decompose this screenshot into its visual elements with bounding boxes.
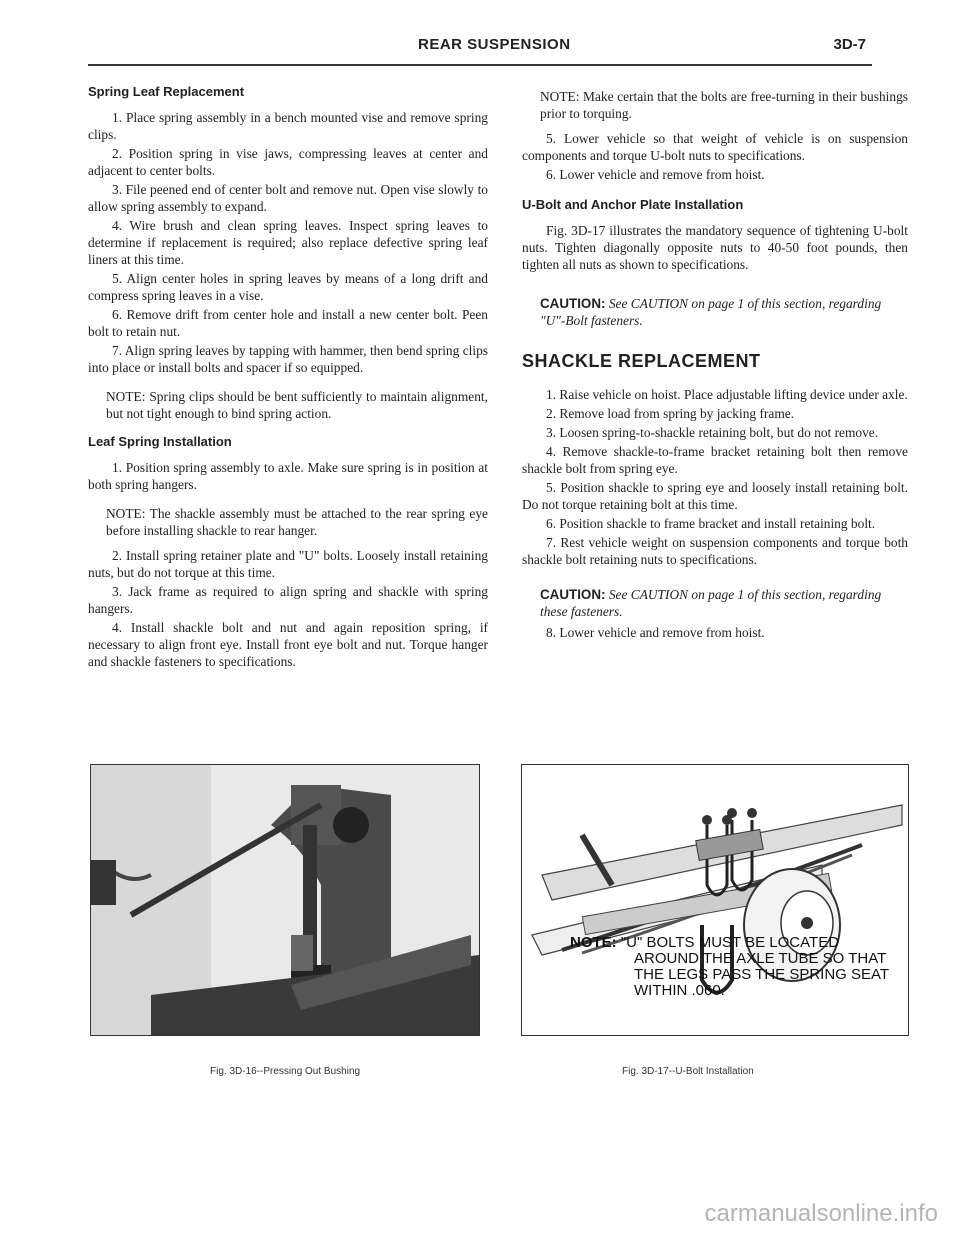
figure-caption: Fig. 3D-17--U-Bolt Installation bbox=[622, 1066, 754, 1077]
press-illustration bbox=[91, 765, 479, 1035]
note-line: AROUND THE AXLE TUBE SO THAT bbox=[634, 950, 887, 967]
figure-caption: Fig. 3D-16--Pressing Out Bushing bbox=[210, 1066, 361, 1077]
spring-clip-note: NOTE: Spring clips should be bent sufficiently to maintain alignment, but not tight enough to bind spring action. bbox=[106, 389, 488, 421]
leaf-install-heading: Leaf Spring Installation bbox=[88, 434, 232, 449]
spring-leaf-step: 3. File peened end of center bolt and remove nut. Open vise slowly to allow spring assembly to expand. bbox=[88, 182, 488, 214]
leaf-install-step: 2. Install spring retainer plate and "U" bolts. Loosely install retaining nuts, but do not torque at this time. bbox=[88, 548, 488, 580]
caution-label: CAUTION: bbox=[540, 587, 606, 602]
lower-step: 5. Lower vehicle so that weight of vehicle is on suspension components and torque U-bolt nuts to specifications. bbox=[522, 131, 908, 163]
shackle-step: 3. Loosen spring-to-shackle retaining bolt, but do not remove. bbox=[546, 425, 879, 440]
caution-text: See CAUTION on page 1 of this section, regarding "U"-Bolt fasteners. bbox=[540, 296, 882, 328]
note-line: "U" BOLTS MUST BE LOCATED bbox=[620, 934, 840, 951]
note-line: THE LEGS PASS THE SPRING SEAT bbox=[634, 966, 890, 983]
figure-ubolt-installation bbox=[521, 764, 909, 1036]
shackle-step: 6. Position shackle to frame bracket and install retaining bolt. bbox=[546, 516, 876, 531]
caution-label: CAUTION: bbox=[540, 296, 606, 311]
shackle-caution bbox=[540, 586, 908, 620]
page-header bbox=[88, 34, 872, 64]
shackle-step: 8. Lower vehicle and remove from hoist. bbox=[546, 625, 765, 640]
spring-leaf-step: 5. Align center holes in spring leaves by means of a long drift and compress spring leaves in a vise. bbox=[88, 271, 488, 303]
leaf-install-step: 1. Position spring assembly to axle. Make sure spring is in position at both spring hangers. bbox=[88, 460, 488, 492]
section-title: REAR SUSPENSION bbox=[418, 36, 571, 53]
note-label: NOTE: bbox=[570, 934, 617, 951]
spring-leaf-heading: Spring Leaf Replacement bbox=[88, 84, 245, 99]
shackle-step: 2. Remove load from spring by jacking frame. bbox=[546, 406, 795, 421]
spring-leaf-step: 7. Align spring leaves by tapping with hammer, then bend spring clips into place or install bolts and spacer if so equipped. bbox=[88, 343, 488, 375]
spring-leaf-step: 2. Position spring in vise jaws, compressing leaves at center and adjacent to center bolts. bbox=[88, 146, 488, 178]
caution-text: See CAUTION on page 1 of this section, regarding these fasteners. bbox=[540, 587, 882, 619]
shackle-step: 4. Remove shackle-to-frame bracket retaining bolt then remove shackle bolt from spring eye. bbox=[522, 444, 908, 476]
shackle-note: NOTE: The shackle assembly must be attached to the rear spring eye before installing shackle to rear hanger. bbox=[106, 506, 488, 538]
ubolt-note bbox=[570, 935, 889, 999]
spring-leaf-step: 4. Wire brush and clean spring leaves. Inspect spring leaves to determine if replacement is required; also replace defective spring leaf liners at this time. bbox=[88, 218, 488, 267]
spring-leaf-step: 6. Remove drift from center hole and install a new center bolt. Peen bolt to retain nut. bbox=[88, 307, 488, 339]
watermark: carmanualsonline.info bbox=[704, 1200, 938, 1227]
shackle-step: 7. Rest vehicle weight on suspension components and torque both shackle bolt retaining nuts to specifications. bbox=[522, 535, 908, 567]
ubolt-caution bbox=[540, 295, 908, 329]
lower-step: 6. Lower vehicle and remove from hoist. bbox=[546, 167, 765, 182]
left-column bbox=[88, 80, 488, 672]
figure-pressing-bushing bbox=[90, 764, 480, 1036]
shackle-heading: SHACKLE REPLACEMENT bbox=[522, 351, 761, 371]
ubolt-text: Fig. 3D-17 illustrates the mandatory sequence of tightening U-bolt nuts. Tighten diagonally opposite nuts to 40-50 foot pounds, then tighten all nuts as shown to specifications. bbox=[522, 223, 908, 272]
leaf-install-step: 3. Jack frame as required to align spring and shackle with spring hangers. bbox=[88, 584, 488, 616]
bolt-note: NOTE: Make certain that the bolts are free-turning in their bushings prior to torquing. bbox=[540, 89, 908, 121]
shackle-step: 1. Raise vehicle on hoist. Place adjustable lifting device under axle. bbox=[546, 387, 908, 402]
header-rule bbox=[88, 64, 872, 66]
spring-leaf-step: 1. Place spring assembly in a bench mounted vise and remove spring clips. bbox=[88, 110, 488, 142]
shackle-step: 5. Position shackle to spring eye and loosely install retaining bolt. Do not torque retaining bolt at this time. bbox=[522, 480, 908, 512]
ubolt-heading: U-Bolt and Anchor Plate Installation bbox=[522, 197, 744, 212]
note-line: WITHIN .060. bbox=[634, 982, 725, 999]
leaf-install-step: 4. Install shackle bolt and nut and again reposition spring, if necessary to align front eye. Install front eye bolt and nut. Torque hanger and shackle fasteners to specifications. bbox=[88, 620, 488, 669]
page-number: 3D-7 bbox=[833, 36, 866, 53]
right-column bbox=[522, 80, 908, 643]
